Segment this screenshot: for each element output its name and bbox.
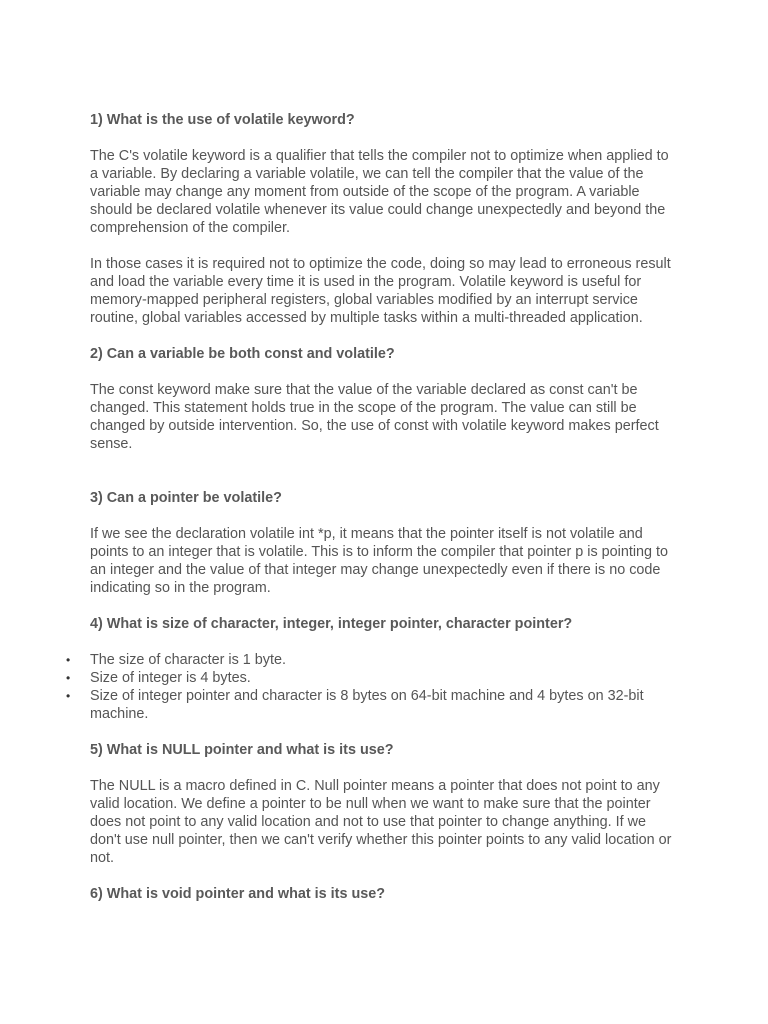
answer-paragraph-1a: The C's volatile keyword is a qualifier that tells the compiler not to optimize when applied to a variable. By declaring a variable volatile, we can tell the compiler that the value of the variable may change any moment from outside of the scope of the program. A variable should be declared volatile whenever its value could change unexpectedly and beyond the comprehension of the compiler. xyxy=(90,148,669,236)
question-heading-1: 1) What is the use of volatile keyword? xyxy=(90,112,355,128)
answer-paragraph-5: The NULL is a macro defined in C. Null pointer means a pointer that does not point to any valid location. We define a pointer to be null when we want to make sure that the pointer does not point to any valid location and not to use that pointer to change anything. If we don't use null pointer, then we can't verify whether this pointer points to any valid location or not. xyxy=(90,778,672,866)
bullet-icon: • xyxy=(66,689,71,703)
question-heading-3: 3) Can a pointer be volatile? xyxy=(90,490,282,506)
list-item-text: Size of integer is 4 bytes. xyxy=(90,670,251,686)
list-item xyxy=(66,669,680,687)
list-item xyxy=(66,687,680,723)
size-bullet-list xyxy=(66,651,680,723)
bullet-icon: • xyxy=(66,653,71,667)
answer-paragraph-3: If we see the declaration volatile int *p, it means that the pointer itself is not volatile and points to an integer that is volatile. This is to inform the compiler that pointer p is pointing to an integer and the value of that integer may change unexpectedly even if there is no code indicating so in the program. xyxy=(90,526,669,596)
list-item xyxy=(66,651,680,669)
question-heading-2: 2) Can a variable be both const and volatile? xyxy=(90,346,395,362)
answer-paragraph-2: The const keyword make sure that the value of the variable declared as const can't be changed. This statement holds true in the scope of the program. The value can still be changed by outside intervention. So, the use of const with volatile keyword makes perfect sense. xyxy=(90,382,659,452)
list-item-text: The size of character is 1 byte. xyxy=(90,652,286,668)
answer-paragraph-1b: In those cases it is required not to optimize the code, doing so may lead to erroneous result and load the variable every time it is used in the program. Volatile keyword is useful for memory-mapped peripheral registers, global variables modified by an interrupt service routine, global variables accessed by multiple tasks within a multi-threaded application. xyxy=(90,256,671,326)
document-page xyxy=(66,111,680,903)
list-item-text: Size of integer pointer and character is 8 bytes on 64-bit machine and 4 bytes on 32-bit machine. xyxy=(90,688,644,722)
question-heading-4: 4) What is size of character, integer, integer pointer, character pointer? xyxy=(90,616,573,632)
bullet-icon: • xyxy=(66,671,71,685)
question-heading-5: 5) What is NULL pointer and what is its use? xyxy=(90,742,394,758)
question-heading-6: 6) What is void pointer and what is its use? xyxy=(90,886,386,902)
